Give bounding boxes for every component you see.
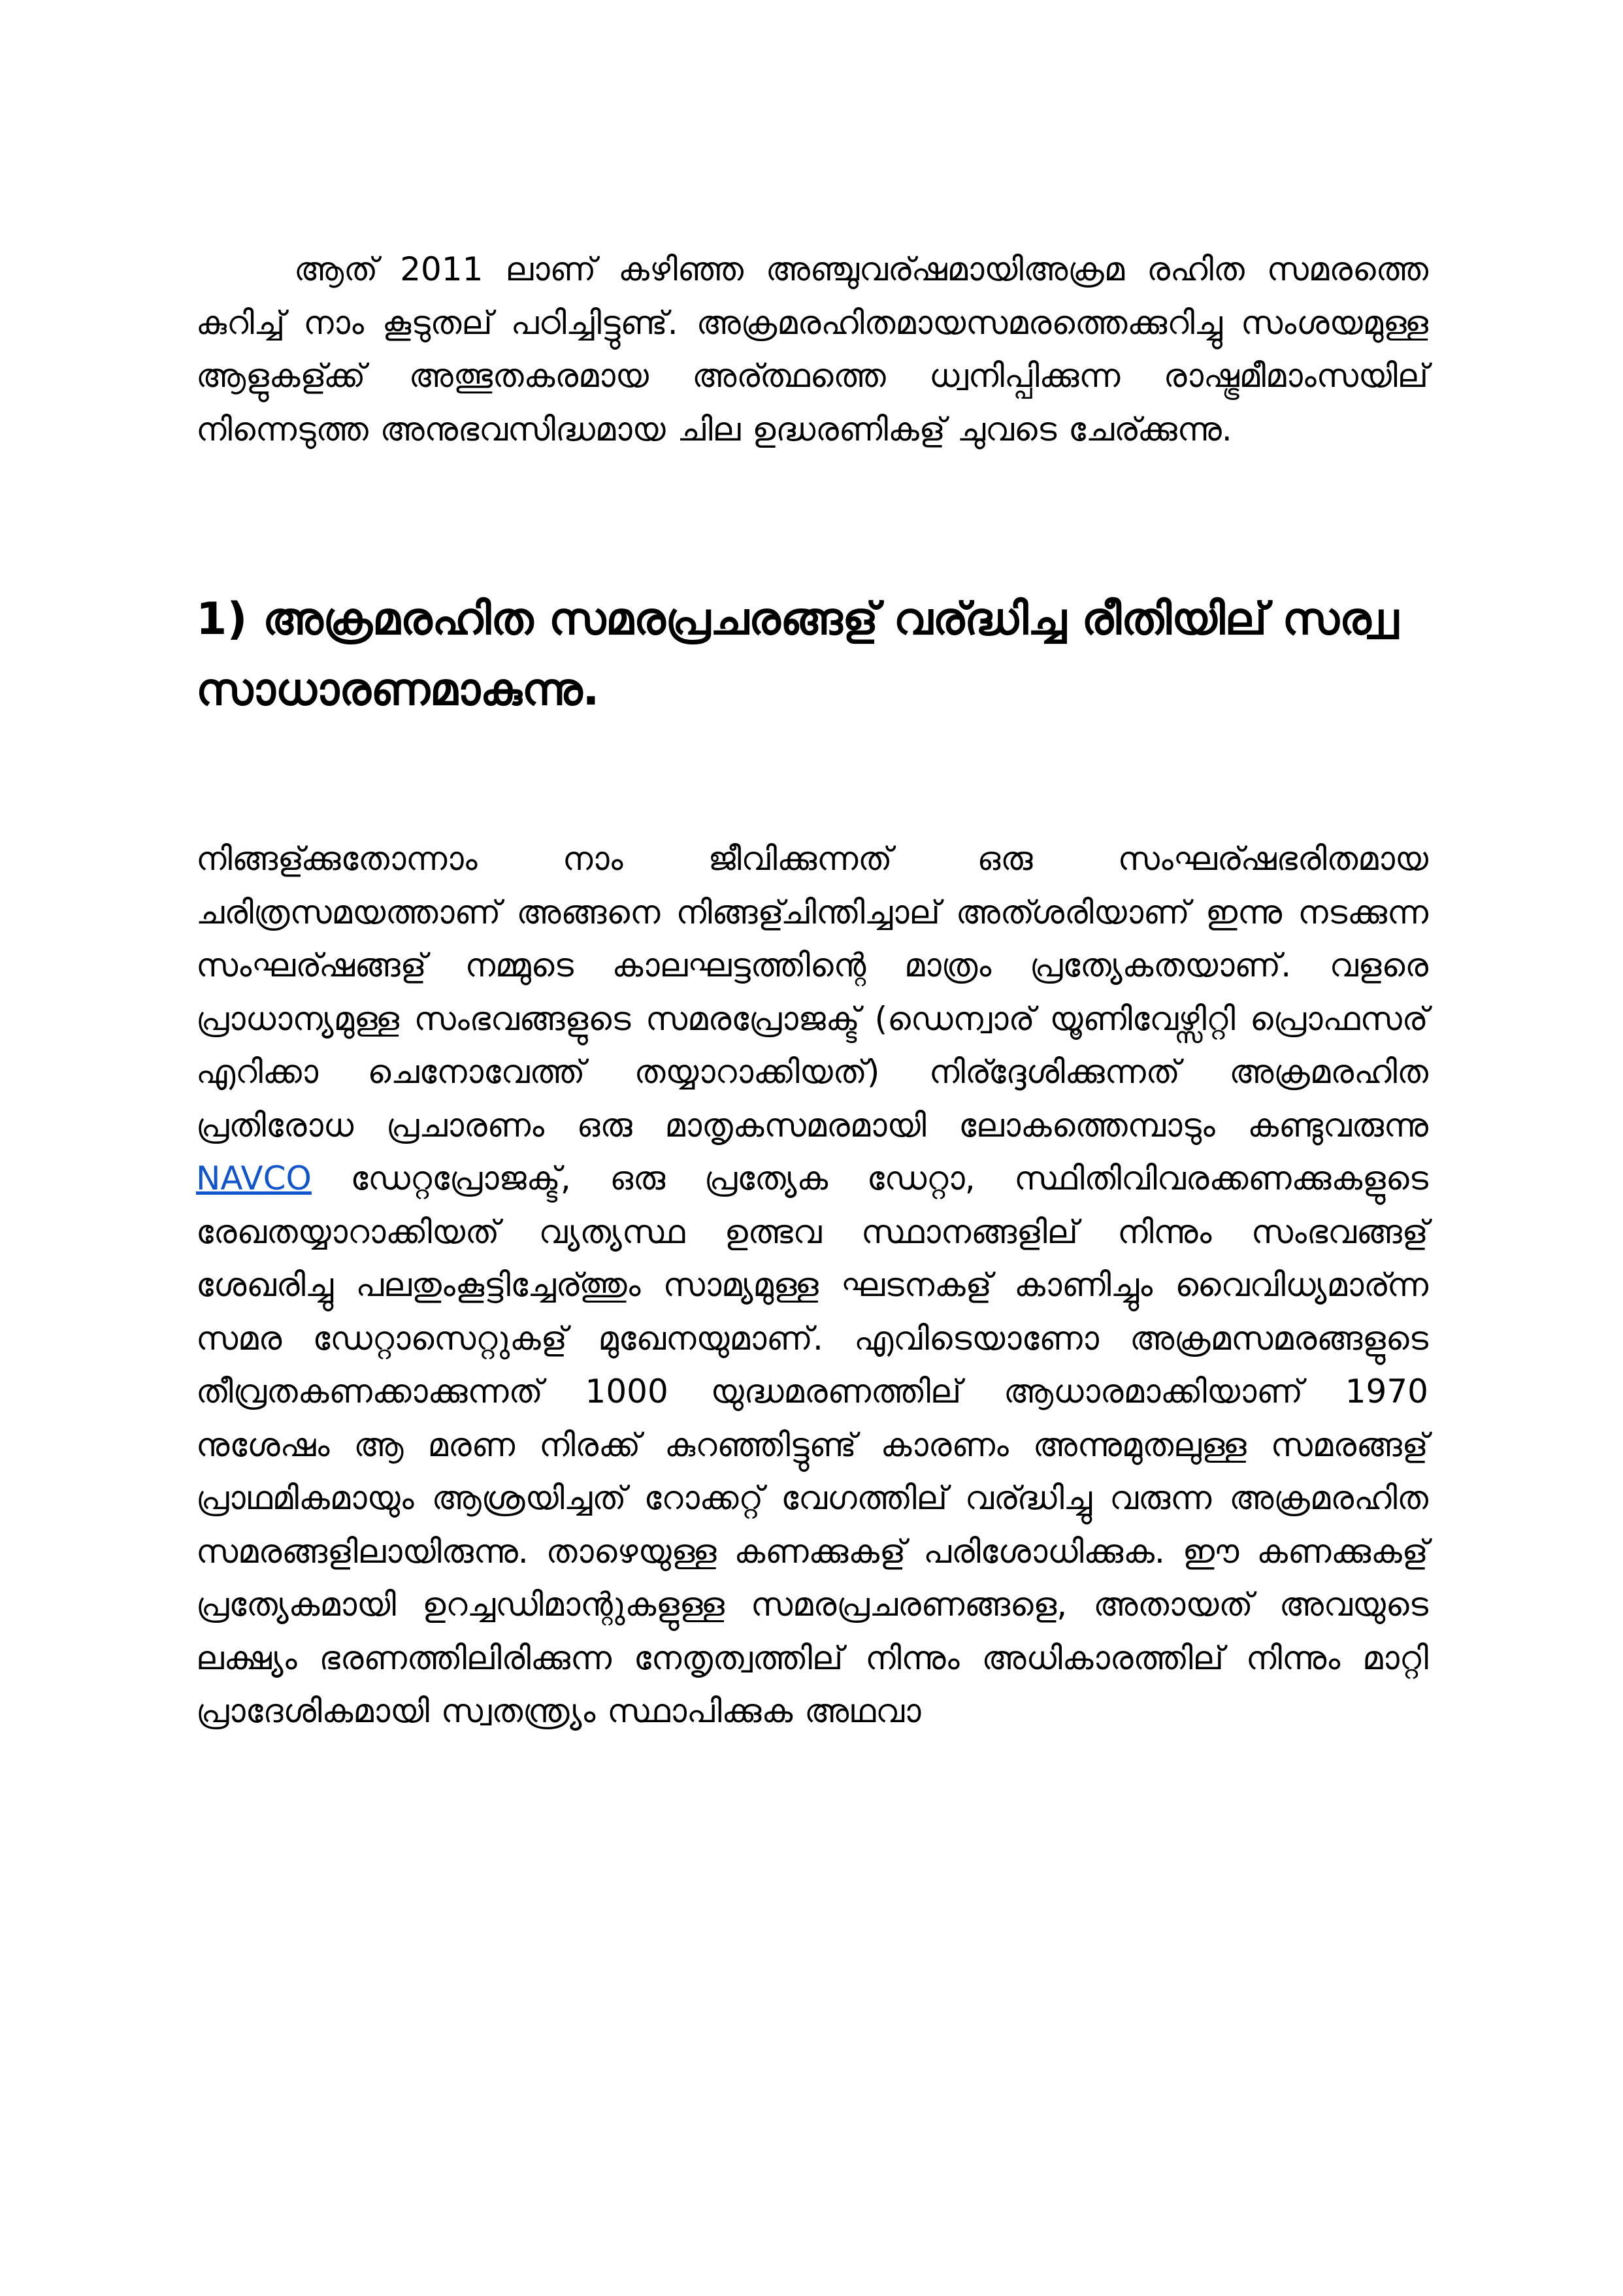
- navco-link[interactable]: NAVCO: [196, 1159, 312, 1197]
- intro-paragraph: ആത് 2011 ലാണ് കഴിഞ്ഞ അഞ്ചുവര്ഷമായിഅക്രമ രഹിത സമരത്തെ കുറിച്ച് നാം കൂടുതല് പഠിച്ചിട്ടുണ്ട്. അക്രമരഹിതമായസമരത്തെക്കുറിച്ചു സംശയമുള്ള ആളുകള്ക്ക് അത്ഭുതകരമായ അര്ത്ഥത്തെ ധ്വനിപ്പിക്കുന്ന രാഷ്ട്രമീമാംസയില് നിന്നെടുത്ത അനുഭവസിദ്ധമായ ചില ഉദ്ധരണികള് ചുവടെ ചേര്ക്കുന്നു.: [196, 250, 1428, 448]
- body-text-after-link: ഡേറ്റപ്രോജക്ട്, ഒരു പ്രത്യേക ഡേറ്റാ, സ്ഥിതിവിവരക്കണക്കുകളുടെ രേഖതയ്യാറാക്കിയത് വ്യത്യസ്ഥ ഉത്ഭവ സ്ഥാനങ്ങളില് നിന്നും സംഭവങ്ങള് ശേഖരിച്ചു പലതുംകൂട്ടിച്ചേര്ത്തും സാമ്യമുള്ള ഘടനകള് കാണിച്ചും വൈവിധ്യമാര്ന്ന സമര ഡേറ്റാസെറ്റുകള് മുഖേനയുമാണ്. എവിടെയാണോ അക്രമസമരങ്ങളുടെ തീവ്രതകണക്കാക്കുന്നത് 1000 യുദ്ധമരണത്തില് ആധാരമാക്കിയാണ് 1970 നുശേഷം ആ മരണ നിരക്ക് കുറഞ്ഞിട്ടുണ്ട് കാരണം അന്നുമുതലുള്ള സമരങ്ങള് പ്രാഥമികമായും ആശ്രയിച്ചത് റോക്കറ്റ് വേഗത്തില് വര്ദ്ധിച്ചു വരുന്ന അക്രമരഹിത സമരങ്ങളിലായിരുന്നു. താഴെയുള്ള കണക്കുകള് പരിശോധിക്കുക. ഈ കണക്കുകള് പ്രത്യേകമായി ഉറച്ചഡിമാന്റുകളുള്ള സമരപ്രചരണങ്ങളെ, അതായത് അവയുടെ ലക്ഷ്യം ഭരണത്തിലിരിക്കുന്ന നേതൃത്വത്തില് നിന്നും അധികാരത്തില് നിന്നും മാറ്റി പ്രാദേശികമായി സ്വതന്ത്ര്യം സ്ഥാപിക്കുക അഥവാ: [196, 1159, 1428, 1730]
- section-heading: 1) അക്രമരഹിത സമരപ്രചരങ്ങള് വര്ദ്ധിച്ച രീതിയില് സര്വ്വ സാധാരണമാകുന്നു.: [196, 593, 1399, 716]
- body-paragraph: [196, 833, 1428, 1739]
- document-content: [196, 243, 1428, 1739]
- body-text-before-link: നിങ്ങള്ക്കുതോന്നാം നാം ജീവിക്കുന്നത് ഒരു സംഘര്ഷഭരിതമായ ചരിത്രസമയത്താണ് അങ്ങനെ നിങ്ങള്ചിന്തിച്ചാല് അത്ശരിയാണ് ഇന്നു നടക്കുന്ന സംഘര്ഷങ്ങള് നമ്മുടെ കാലഘട്ടത്തിന്റെ മാത്രം പ്രത്യേകതയാണ്. വളരെ പ്രാധാന്യമുള്ള സംഭവങ്ങളുടെ സമരപ്രോജക്ട് (ഡെന്വാര് യൂണിവേഴ്സിറ്റി പ്രൊഫസര് എറിക്കാ ചെനോവേത്ത് തയ്യാറാക്കിയത്) നിര്ദ്ദേശിക്കുന്നത് അക്രമരഹിത പ്രതിരോധ പ്രചാരണം ഒരു മാതൃകസമരമായി ലോകത്തെമ്പാടും കണ്ടുവരുന്നു: [196, 840, 1428, 1144]
